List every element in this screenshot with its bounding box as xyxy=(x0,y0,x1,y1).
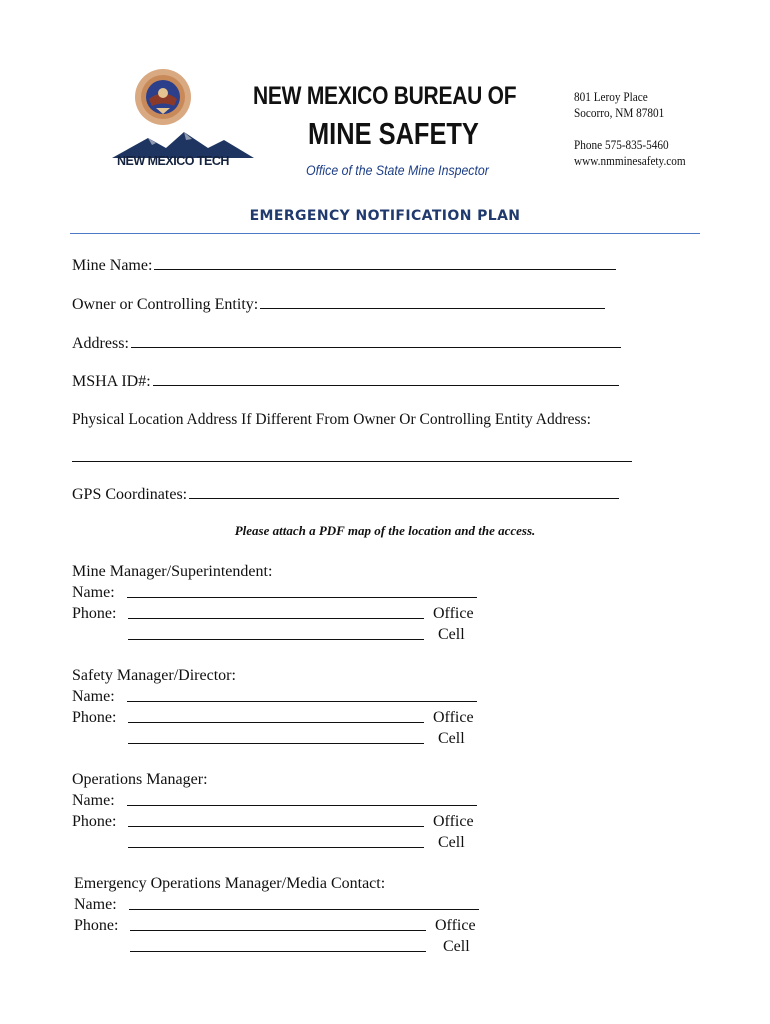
cell-phone-line[interactable] xyxy=(128,847,424,848)
office-label: Office xyxy=(433,709,474,726)
mine-name-line[interactable] xyxy=(154,268,616,270)
msha-id-line[interactable] xyxy=(153,384,619,386)
phone-label: Phone: xyxy=(72,605,117,622)
phone-label: Phone: xyxy=(72,813,117,830)
mine-name-label: Mine Name: xyxy=(72,257,153,274)
operations-manager-block xyxy=(72,769,492,853)
name-label: Name: xyxy=(72,688,115,705)
safety-manager-block xyxy=(72,665,492,749)
name-label: Name: xyxy=(72,584,115,601)
office-subtitle: Office of the State Mine Inspector xyxy=(306,162,489,178)
contact-heading: Safety Manager/Director: xyxy=(72,667,236,684)
phone-label: Phone: xyxy=(72,709,117,726)
mine-manager-block xyxy=(72,561,492,645)
address-label: Address: xyxy=(72,335,129,352)
pdf-map-note: Please attach a PDF map of the location and the access. xyxy=(234,523,536,538)
contact-heading: Operations Manager: xyxy=(72,771,208,788)
name-line[interactable] xyxy=(129,909,479,910)
contact-info xyxy=(574,89,686,169)
phone-label: Phone: xyxy=(74,917,119,934)
name-label: Name: xyxy=(72,792,115,809)
msha-id-label: MSHA ID#: xyxy=(72,373,151,390)
owner-line[interactable] xyxy=(260,307,605,309)
physical-location-line[interactable] xyxy=(72,461,632,462)
document-title: EMERGENCY NOTIFICATION PLAN xyxy=(249,208,521,224)
office-phone-line[interactable] xyxy=(128,826,424,827)
owner-label: Owner or Controlling Entity: xyxy=(72,296,259,313)
mine-name-field[interactable] xyxy=(72,257,616,275)
office-label: Office xyxy=(433,605,474,622)
gps-line[interactable] xyxy=(189,497,619,499)
name-line[interactable] xyxy=(127,701,477,702)
owner-field[interactable] xyxy=(72,296,605,314)
office-phone-line[interactable] xyxy=(128,618,424,619)
state-seal-icon xyxy=(134,68,192,126)
office-phone-line[interactable] xyxy=(130,930,426,931)
name-line[interactable] xyxy=(127,597,477,598)
website: www.nmminesafety.com xyxy=(574,154,686,168)
contact-heading: Mine Manager/Superintendent: xyxy=(72,563,273,580)
logo-text: NEW MEXICO TECH xyxy=(117,154,229,168)
cell-label: Cell xyxy=(438,730,465,747)
cell-label: Cell xyxy=(443,938,470,955)
mine-safety-title: MINE SAFETY xyxy=(308,116,479,151)
office-label: Office xyxy=(435,917,476,934)
cell-phone-line[interactable] xyxy=(130,951,426,952)
name-label: Name: xyxy=(74,896,117,913)
phone-number: Phone 575-835-5460 xyxy=(574,138,669,152)
cell-label: Cell xyxy=(438,626,465,643)
address-line-1: 801 Leroy Place xyxy=(574,90,648,104)
office-phone-line[interactable] xyxy=(128,722,424,723)
physical-location-label: Physical Location Address If Different From Owner Or Controlling Entity Address: xyxy=(72,411,591,428)
name-line[interactable] xyxy=(127,805,477,806)
cell-phone-line[interactable] xyxy=(128,743,424,744)
address-line[interactable] xyxy=(131,346,621,348)
cell-label: Cell xyxy=(438,834,465,851)
msha-id-field[interactable] xyxy=(72,373,619,391)
address-line-2: Socorro, NM 87801 xyxy=(574,106,665,120)
new-mexico-tech-logo xyxy=(108,68,258,172)
cell-phone-line[interactable] xyxy=(128,639,424,640)
emergency-operations-block xyxy=(74,873,494,957)
bureau-title: NEW MEXICO BUREAU OF xyxy=(253,82,517,110)
address-field[interactable] xyxy=(72,335,621,353)
office-label: Office xyxy=(433,813,474,830)
gps-label: GPS Coordinates: xyxy=(72,486,188,503)
gps-field[interactable] xyxy=(72,486,619,504)
title-divider xyxy=(70,233,700,234)
contact-heading: Emergency Operations Manager/Media Contact: xyxy=(74,875,386,892)
